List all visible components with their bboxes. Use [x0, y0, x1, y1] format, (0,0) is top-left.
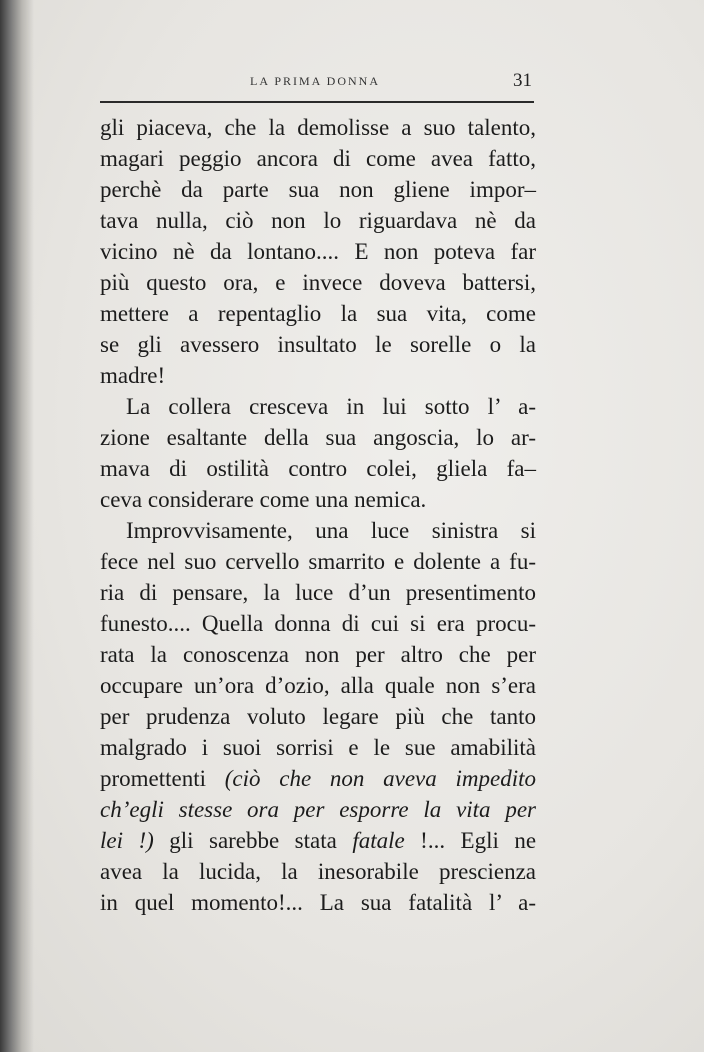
text-line: ceva considerare come una nemica.: [100, 487, 427, 512]
text-segment: !... Egli ne: [420, 828, 537, 853]
text-line: se gli avessero insultato le sorelle o la: [100, 332, 536, 357]
text-segment: promettenti: [100, 766, 207, 791]
running-head: LA PRIMA DONNA: [250, 74, 381, 88]
text-line: ria di pensare, la luce d’un presentimento: [100, 580, 536, 605]
italic-line: ch’egli stesse ora per esporre la vita per: [100, 797, 536, 822]
text-line: più questo ora, e invece doveva battersi,: [100, 270, 536, 295]
page-header: [100, 70, 534, 94]
header-rule: [100, 101, 534, 103]
text-line: rata la conoscenza non per altro che per: [100, 642, 536, 667]
italic-segment: fatale: [352, 828, 405, 853]
text-line: tava nulla, ciò non lo riguardava nè da: [100, 208, 536, 233]
text-line: avea la lucida, la inesorabile prescienza: [100, 859, 536, 884]
paragraph-start-line: Improvvisamente, una luce sinistra si: [126, 518, 536, 543]
italic-segment: lei !): [100, 828, 154, 853]
page-number: 31: [513, 70, 532, 91]
text-line: in quel momento!... La sua fatalità l’ a-: [100, 890, 536, 915]
text-line: fece nel suo cervello smarrito e dolente a fu-: [100, 549, 536, 574]
text-line: occupare un’ora d’ozio, alla quale non s’era: [100, 673, 536, 698]
text-line: malgrado i suoi sorrisi e le sue amabilità: [100, 735, 536, 760]
text-line: per prudenza voluto legare più che tanto: [100, 704, 536, 729]
text-line: [100, 825, 536, 856]
binding-shadow: [0, 0, 34, 1052]
text-line: mettere a repentaglio la sua vita, come: [100, 301, 536, 326]
text-line: vicino nè da lontano.... E non poteva far: [100, 239, 536, 264]
text-line: perchè da parte sua non gliene impor–: [100, 177, 536, 202]
text-segment: gli sarebbe stata: [169, 828, 337, 853]
italic-segment: (ciò che non aveva impedito: [224, 766, 536, 791]
text-line: magari peggio ancora di come avea fatto,: [100, 146, 536, 171]
paragraph-start-line: La collera cresceva in lui sotto l’ a-: [126, 394, 536, 419]
text-line: [100, 763, 536, 794]
text-line: zione esaltante della sua angoscia, lo ar-: [100, 425, 536, 450]
text-line: mava di ostilità contro colei, glielа fa–: [100, 456, 536, 481]
text-line: funesto.... Quella donna di cui si era procu-: [100, 611, 536, 636]
text-body: [100, 112, 536, 918]
text-line: madre!: [100, 363, 166, 388]
text-line: gli piaceva, che la demolisse a suo talento,: [100, 115, 536, 140]
